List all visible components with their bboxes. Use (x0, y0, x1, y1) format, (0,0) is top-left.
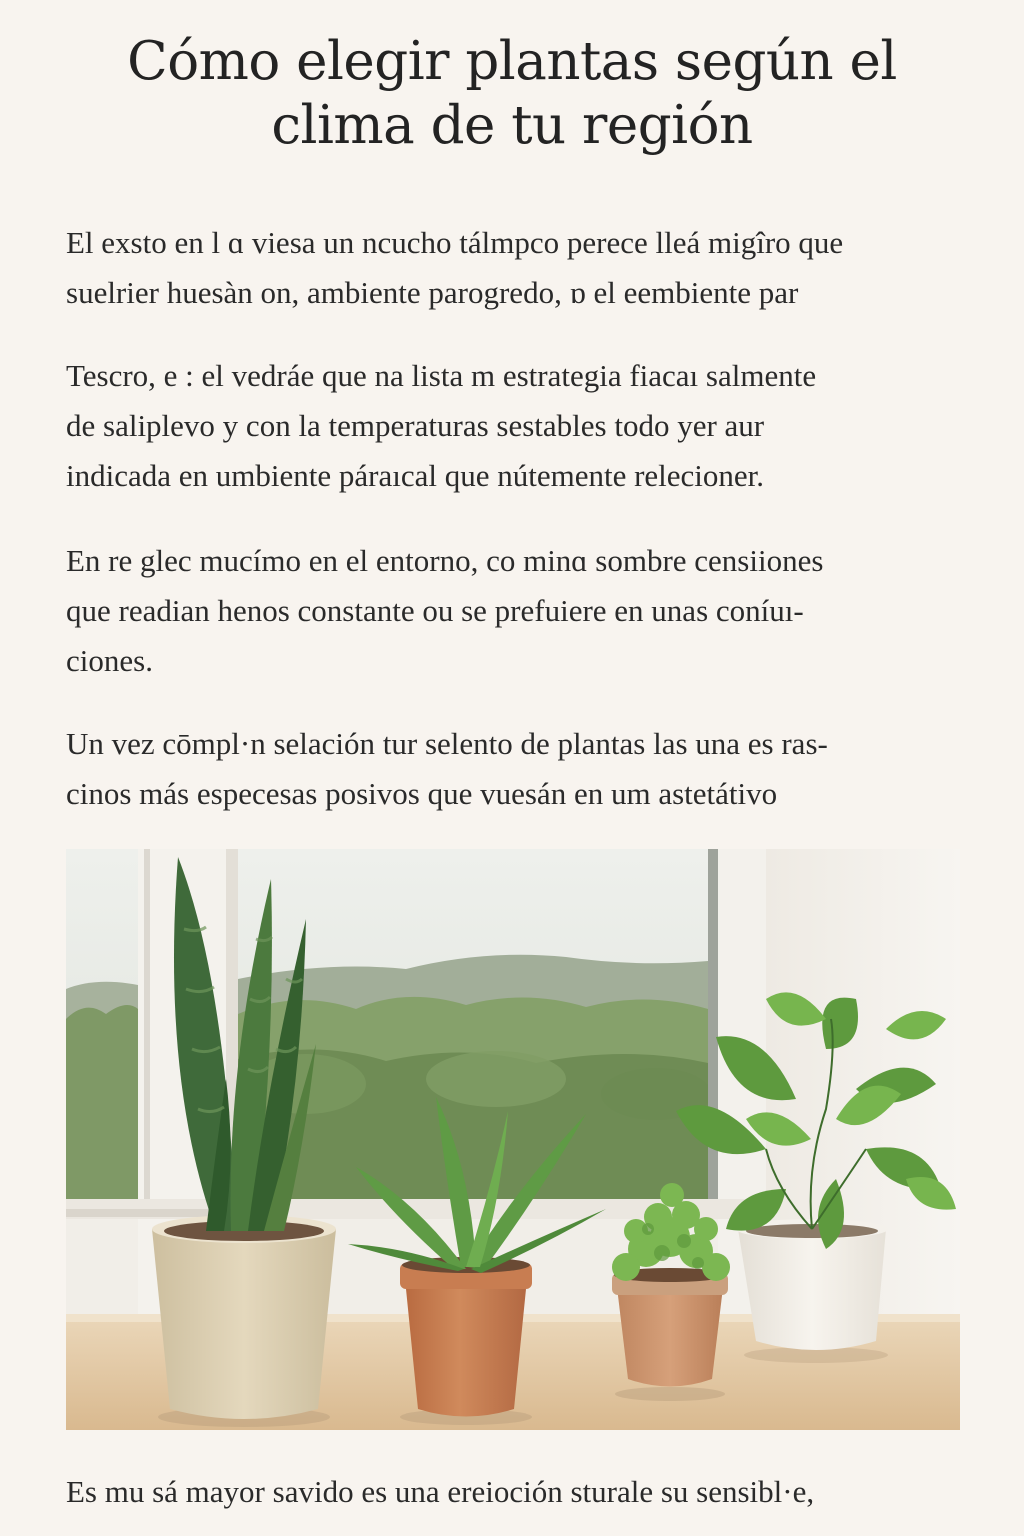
paragraph-line: ciones. (66, 643, 153, 678)
paragraph-3 (66, 536, 966, 686)
plants-photo (66, 849, 960, 1430)
closing-paragraph (66, 1467, 966, 1517)
paragraph-1 (66, 218, 966, 318)
article-title (0, 30, 1024, 158)
paragraph-line: El exsto en l ɑ viesa un ncucho tálmpco perece lleá migîro que (66, 225, 844, 260)
paragraph-line: cinos más especesas posivos que vuesán en um astetátivo (66, 776, 778, 811)
paragraph-line: Es mu sá mayor savido es una ereioción sturale su sensibl·e, (66, 1474, 815, 1509)
paragraph-line: que readian henos constante ou se prefuiere en unas coníuı- (66, 593, 804, 628)
paragraph-line: de saliplevo y con la temperaturas sestables todo yer aur (66, 408, 765, 443)
paragraph-line: Un vez cōmpl·n selación tur selento de plantas las una es ras- (66, 726, 828, 761)
title-line: Cómo elegir plantas según el (127, 31, 897, 92)
paragraph-line: indicada en umbiente páraıcal que nútemente relecioner. (66, 458, 765, 493)
paragraph-line: En re glec mucímo en el entorno, co minɑ sombre censiiones (66, 543, 824, 578)
paragraph-4 (66, 719, 966, 819)
paragraph-line: Tescro, e : el vedráe que na lista m estrategia fiacaı salmente (66, 358, 817, 393)
paragraph-2 (66, 351, 966, 501)
paragraph-line: suelrier huesàn on, ambiente parogredo, ɒ el eembiente par (66, 275, 799, 310)
title-line: clima de tu región (271, 95, 753, 156)
